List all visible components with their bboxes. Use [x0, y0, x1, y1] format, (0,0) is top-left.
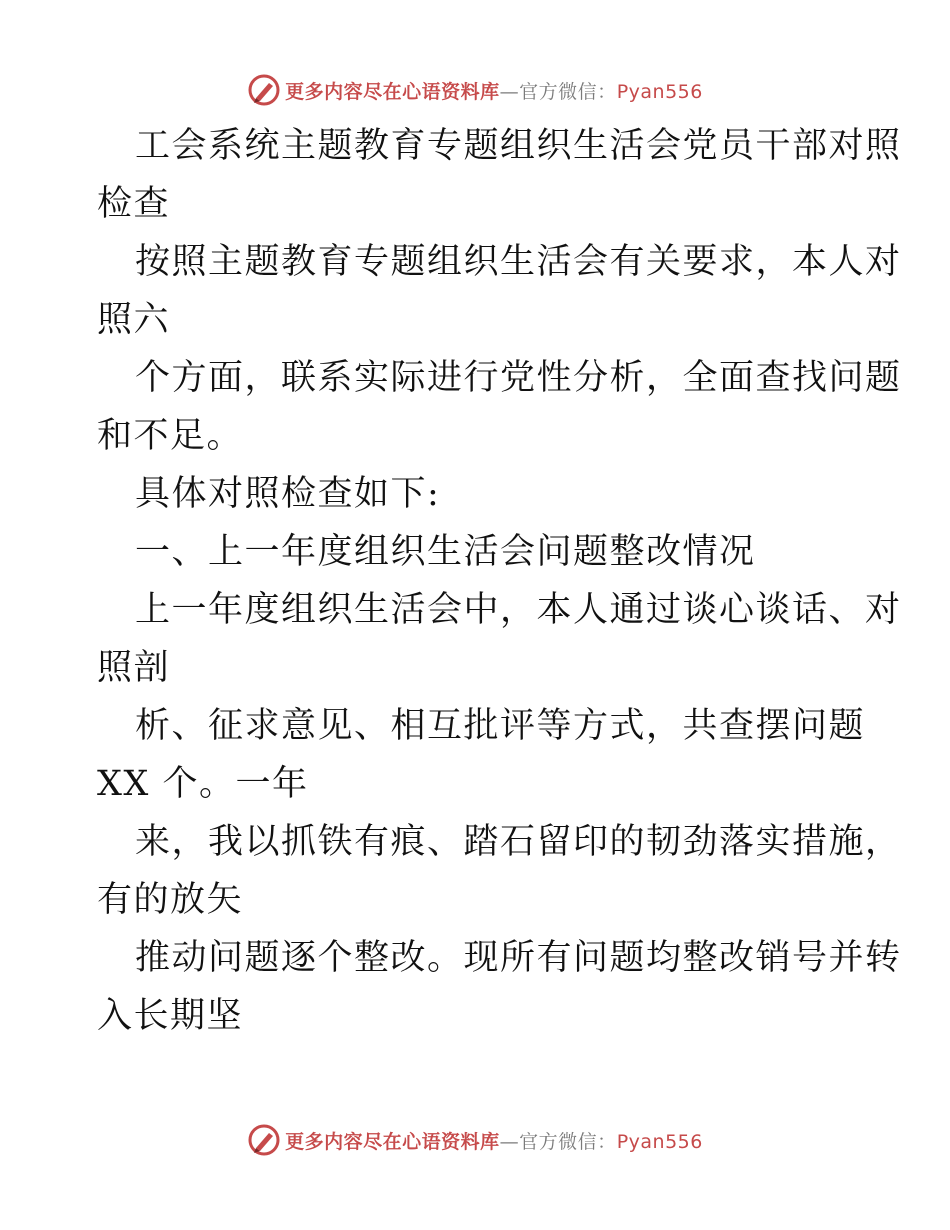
- document-line: XX 个。一年: [97, 764, 309, 804]
- pen-logo-icon: [247, 1123, 281, 1157]
- document-line: 按照主题教育专题组织生活会有关要求，本人对: [135, 242, 902, 282]
- document-line: 检查: [97, 184, 171, 224]
- document-line: 有的放矢: [97, 880, 244, 920]
- document-line: 析、征求意见、相互批评等方式，共查摆问题: [135, 706, 866, 746]
- document-body: [97, 117, 902, 1045]
- footer-banner-wechat-id: Pyan556: [616, 1130, 703, 1153]
- document-line: 照剖: [97, 648, 171, 688]
- pen-logo-icon: [247, 73, 281, 107]
- document-line: 入长期坚: [97, 996, 244, 1036]
- header-banner-dash: —: [499, 80, 520, 103]
- document-line: 具体对照检查如下:: [135, 474, 441, 514]
- footer-banner-text: [285, 1127, 703, 1154]
- header-banner-text: [285, 77, 703, 104]
- footer-banner-main: 更多内容尽在心语资料库: [285, 1130, 500, 1153]
- document-line: 照六: [97, 300, 171, 340]
- header-banner-main: 更多内容尽在心语资料库: [285, 80, 500, 103]
- document-line: 和不足。: [97, 416, 244, 456]
- document-line: 来，我以抓铁有痕、踏石留印的韧劲落实措施，: [135, 822, 902, 862]
- footer-banner: [0, 1120, 950, 1160]
- footer-banner-wechat-label: 官方微信：: [519, 1130, 617, 1153]
- document-line: 个方面，联系实际进行党性分析，全面查找问题: [135, 358, 902, 398]
- header-banner-wechat-id: Pyan556: [616, 80, 703, 103]
- document-line: 上一年度组织生活会中，本人通过谈心谈话、对: [135, 590, 902, 630]
- header-banner-wechat-label: 官方微信：: [519, 80, 617, 103]
- document-line: 推动问题逐个整改。现所有问题均整改销号并转: [135, 938, 902, 978]
- document-line: 一、上一年度组织生活会问题整改情况: [135, 532, 756, 572]
- footer-banner-dash: —: [499, 1130, 520, 1153]
- document-line: 工会系统主题教育专题组织生活会党员干部对照: [135, 126, 902, 166]
- header-banner: [0, 70, 950, 110]
